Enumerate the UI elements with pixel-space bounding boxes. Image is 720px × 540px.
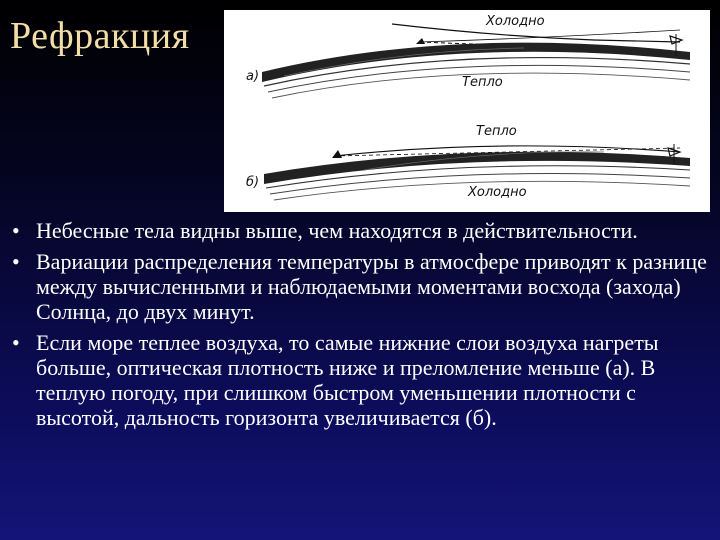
panel-b-observer (332, 150, 342, 158)
bullet-item (12, 249, 712, 324)
panel-a-top-label: Холодно (486, 14, 545, 29)
refraction-diagram (224, 10, 710, 212)
bullet-symbol: • (12, 330, 20, 355)
slide-title: Рефракция (10, 15, 190, 57)
bullet-symbol: • (12, 249, 20, 274)
bullet-item (12, 218, 712, 243)
bullet-item (12, 330, 712, 430)
bullet-symbol: • (12, 218, 20, 243)
bullet-text: Если море теплее воздуха, то самые нижние слои воздуха нагреты больше, оптическая плотность ниже и преломление меньше (а). В теплую погоду, при слишком быстром уменьшении плотности с высотой, дальность горизонта увеличивается (б). (36, 330, 659, 430)
panel-a-observer (416, 38, 425, 44)
panel-b-top-label: Тепло (476, 124, 517, 139)
panel-b-bottom-label: Холодно (468, 185, 527, 200)
panel-a (246, 14, 690, 98)
panel-a-marker: а) (246, 69, 260, 84)
panel-b-marker: б) (246, 175, 260, 190)
panel-a-bottom-label: Тепло (462, 75, 503, 90)
bullet-text: Небесные тела видны выше, чем находятся в действительности. (36, 218, 638, 243)
bullet-text: Вариации распределения температуры в атмосфере приводят к разнице между вычисленными и наблюдаемыми моментами восхода (захода) Солнца, до двух минут. (36, 249, 707, 324)
panel-a-sight-line (420, 30, 680, 42)
bullet-list (12, 218, 712, 436)
panel-b (246, 124, 690, 200)
